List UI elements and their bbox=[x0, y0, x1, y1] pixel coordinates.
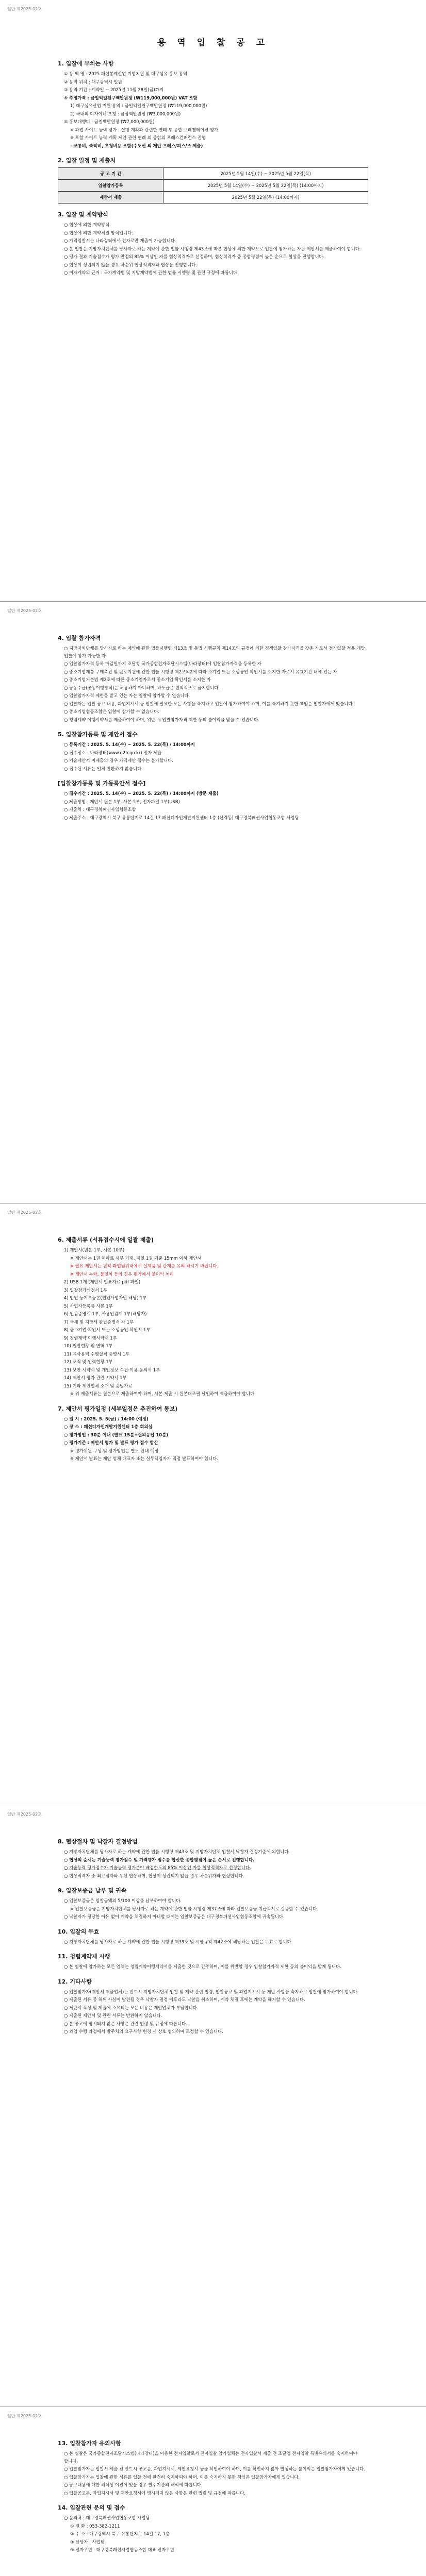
text-line: ③ 용역 기간 : 계약일 ~ 2025년 11월 28일(금)까지 bbox=[64, 87, 163, 92]
schedule-row-label: 제안서 제출 bbox=[58, 192, 163, 204]
schedule-row-value: 2025년 5월 14일(수) ~ 2025년 5월 22일(목) (14:00까지) bbox=[163, 180, 368, 192]
text-line: ○ 입찰참가자격 제한을 받고 있는 자는 입찰에 참가할 수 없습니다. bbox=[64, 693, 190, 698]
section-title: 1. 입찰에 부치는 사항 bbox=[58, 60, 114, 67]
section-title: 11. 청렴계약제 시행 bbox=[58, 1953, 110, 1960]
text-line: 2) USB 1개 (제안서 발표자료 pdf 파일) bbox=[64, 1279, 141, 1284]
page-header: 일반 제2025-02호 bbox=[7, 608, 42, 613]
text-line: ※ 입찰보증금은 지방자치단체를 당사자로 하는 계약에 관한 법률 시행령 제37조에 따라 입찰보증금 지급각서로 갈음할 수 있습니다. bbox=[70, 1906, 318, 1911]
page-header: 일반 제2025-02호 bbox=[7, 7, 42, 11]
section bbox=[58, 2503, 368, 2554]
text-line: ○ 등록기간 : 2025. 5. 14(수) ~ 2025. 5. 22(목) / 14:00까지 bbox=[64, 742, 195, 747]
page-header: 일반 제2025-02호 bbox=[7, 1812, 42, 1817]
section bbox=[58, 1235, 368, 1398]
text-line: 13) 보안 서약서 및 개인정보 수집·이용 동의서 1부 bbox=[64, 1367, 160, 1372]
text-line: ○ 중소기업기본법 제2조에 따른 중소기업자로서 중소기업 확인서를 소지한 자 bbox=[64, 677, 211, 682]
schedule-row bbox=[58, 192, 368, 204]
text-line: ○ 접수기간 : 2025. 5. 14(수) ~ 2025. 5. 22(목) / 14:00까지 (방문 제출) bbox=[64, 791, 219, 796]
text-line: ○ 지방자치단체를 당사자로 하는 계약에 관한 법률 시행령 제43조 및 지방자치단체 입찰시 낙찰자 결정기준에 의합니다. bbox=[64, 1849, 290, 1854]
text-line: ○ 제출주소 : 대구광역시 북구 유통단지로 14길 17 패션디자인개발지원센터 1층 (산격동) 대구경북패션사업협동조합 사업팀 bbox=[64, 815, 299, 820]
text-line: ○ 공고내용에 대한 해석상 이견이 있을 경우 발주기관의 해석에 따릅니다. bbox=[64, 2482, 203, 2487]
text-line: ○ 기술능력 평가점수가 기술능력 평가분야 배점한도의 85% 이상인 자를 협상적격자로 선정합니다. bbox=[64, 1865, 251, 1870]
text-line: ※ 위 제출서류는 원본으로 제출하여야 하며, 사본 제출 시 원본대조필 날인하여 제출하여야 합니다. bbox=[70, 1391, 256, 1396]
section-title: 5. 입찰참가등록 및 제안서 접수 bbox=[58, 731, 138, 738]
text-line: 4) 법인 등기부등본(법인사업자만 해당) 1부 bbox=[64, 1295, 147, 1300]
text-line: ① 전 화 : 053-382-1211 bbox=[70, 2523, 120, 2529]
section bbox=[58, 730, 368, 772]
text-line: 1) 제안서(원본 1부, 사본 10부) bbox=[64, 1247, 125, 1252]
text-line: 6) 인감증명서 1부, 사용인감계 1부(해당자) bbox=[64, 1311, 147, 1316]
text-line: ※ 제안서 누락, 불일치 등의 경우 평가에서 불이익 처리 bbox=[70, 1271, 174, 1277]
page-header: 일반 제2025-02호 bbox=[7, 2414, 42, 2418]
text-line: ○ 낙찰자가 정당한 이유 없이 계약을 체결하지 아니할 때에는 입찰보증금은 대구경북패션사업협동조합에 귀속됩니다. bbox=[64, 1914, 285, 1919]
text-line: ○ 본 입찰에 참가하는 모든 업체는 청렴계약이행서약서를 제출한 것으로 간주하며, 이를 위반할 경우 입찰참가자격 제한 등의 불이익을 받게 됩니다. bbox=[64, 1964, 341, 1969]
text-line: ② 주 소 : 대구광역시 북구 유통단지로 14길 17, 1층 bbox=[70, 2531, 170, 2536]
section-title: 2. 입찰 일정 및 제출처 bbox=[58, 157, 116, 164]
page-4 bbox=[0, 1805, 426, 2407]
section bbox=[58, 1977, 368, 2036]
text-line: ○ 입찰자는 입찰 공고 내용, 과업지시서 등 입찰에 필요한 모든 사항을 숙지하고 입찰에 참가하여야 하며, 이를 숙지하지 못한 책임은 입찰자에게 있습니다. bbox=[64, 701, 354, 706]
text-line: ○ 일 시 : 2025. 5. 5(금) / 14:00 (예정) bbox=[64, 1416, 149, 1421]
text-line: ○ 제안서 작성 및 제출에 소요되는 모든 비용은 제안업체가 부담합니다. bbox=[64, 2005, 199, 2010]
text-line: ○ 입찰참가자는 입찰서 제출 전 반드시 공고문, 과업지시서, 제안요청서 등을 확인하여야 하며, 이를 확인하지 않아 발생하는 불이익은 입찰참가자에게 있습니다. bbox=[64, 2466, 365, 2471]
text-line: ○ 입찰참가자(제안서 제출업체)는 반드시 지방자치단체 입찰 및 계약 관련 법령, 입찰공고 및 과업지시서 등 제반 사항을 숙지하고 입찰에 참가하여야 합니다. bbox=[64, 1989, 359, 1994]
section-title: 7. 제안서 평가일정 (세부일정은 추진하여 통보) bbox=[58, 1405, 178, 1412]
text-line: ○ 중소기업협동조합은 입찰에 참가할 수 없습니다. bbox=[64, 709, 160, 714]
text-line: ※ 필요 제안서는 원칙 과업범위내에서 실제품 및 관계를 유의 하시기 바랍니다. bbox=[70, 1263, 219, 1268]
text-line: ※ 제안서는 1권 이하로 세부 기재, 파일 1권 기준 15mm 이하 제안서 bbox=[70, 1255, 202, 1261]
text-line: 7) 국세 및 지방세 완납증명서 각 1부 bbox=[64, 1319, 134, 1325]
section bbox=[58, 1837, 368, 1879]
text-line: 5) 사업자등록증 사본 1부 bbox=[64, 1303, 113, 1309]
text-line: ○ 접수장소 : 나라장터(www.g2b.go.kr) 전자 제출 bbox=[64, 750, 162, 755]
text-line: ○ 이자계약의 근거 : 국가계약법 및 지방계약법에 관한 법률 시행령 및 관련 규정에 따릅니다. bbox=[64, 270, 239, 275]
text-line: ※ 포함 사이트 능력 계획 제안 관련 연례 의 종합의 프레스컨퍼런스 진행 bbox=[70, 135, 206, 140]
text-line: ※ 평가위원 구성 및 평가방법은 별도 안내 예정 bbox=[70, 1448, 159, 1453]
text-line: ○ 평가기준 : 제안서 평가 및 발표 평가 점수 합산 bbox=[64, 1440, 158, 1445]
schedule-row-value: 2025년 5월 14일(수) ~ 2025년 5월 22일(목) bbox=[163, 168, 368, 180]
page-2 bbox=[0, 602, 426, 1204]
text-line: ○ 제출방법 : 제안서 원본 1부, 사본 5부, 전자파일 1부(USB) bbox=[64, 799, 180, 804]
text-line: ○ 입찰참가자격 등록 마감일까지 조달청 국가종합전자조달시스템(나라장터)에 입찰참가자격을 등록한 자 bbox=[64, 661, 262, 666]
text-line: ○ 지방자치단체를 당사자로 하는 계약에 관한 법률시행령 제13조 및 동법 시행규칙 제14조의 규정에 의한 경쟁입찰 참가자격을 갖춘 자로서 전자입찰 적용 개방 입찰에 참가 가능한 자 bbox=[64, 646, 365, 658]
section bbox=[58, 1927, 368, 1946]
text-line: ○ 평가방법 : 30분 이내 (발표 15분+질의응답 10분) bbox=[64, 1432, 169, 1437]
section bbox=[58, 2439, 368, 2497]
text-line: ③ 담당자 : 사업팀 bbox=[70, 2539, 105, 2545]
text-line: ○ 제출된 서류 중 허위 사실이 발견될 경우 낙찰자 결정 이후라도 낙찰을 취소하며, 계약 체결 후에는 계약을 해지할 수 있습니다. bbox=[64, 1997, 305, 2002]
schedule-row-label: 공 고 기 간 bbox=[58, 168, 163, 180]
section bbox=[58, 59, 368, 149]
section-title: 13. 입찰참가자 유의사항 bbox=[58, 2440, 121, 2447]
text-line: 8) 중소기업 확인서 또는 소상공인 확인서 1부 bbox=[64, 1327, 151, 1332]
text-line: ○ 청렴계약 이행서약서를 제출하여야 하며, 위반 시 입찰참가자격 제한 등의 불이익을 받을 수 있습니다. bbox=[64, 717, 259, 722]
section bbox=[58, 634, 368, 723]
page-1 bbox=[0, 0, 426, 602]
section bbox=[58, 156, 368, 204]
text-line: ○ 접수된 서류는 일체 반환하지 않습니다. bbox=[64, 766, 143, 771]
section bbox=[58, 1886, 368, 1921]
text-line: ○ 협상이 성립되지 않을 경우 차순위 협상적격자와 협상을 진행합니다. bbox=[64, 262, 197, 267]
text-line: - 교통비, 숙박비, 초청비용 포함(수도권 외 제안 프레스/피스/조 제출) bbox=[70, 143, 203, 148]
text-line: ※ 과업 사이트 능력 평가 : 실행 계획과 관련한 연례 부 종합 프레젠테이션 평가 bbox=[70, 127, 219, 132]
text-line: 12) 조직 및 인력현황 1부 bbox=[64, 1359, 113, 1364]
text-line: 1) 대구섬유산업 지원 용역 : 금일억일천구백만원정 (₩119,000,000원) bbox=[70, 103, 207, 108]
text-line: 15) 기타 제안업체 소개 및 증빙자료 bbox=[64, 1383, 133, 1388]
schedule-row-label: 입찰참가등록 bbox=[58, 180, 163, 192]
schedule-row-value: 2025년 5월 22일(목) (14:00까지) bbox=[163, 192, 368, 204]
text-line: ⑤ 홍보대행비 : 금칠백만원정 (₩7,000,000원) bbox=[64, 119, 155, 124]
text-line: ○ 협상적격자 중 최고점자와 우선 협상하며, 협상이 성립되지 않을 경우 차순위자와 협상합니다. bbox=[64, 1873, 244, 1878]
text-line: ○ 본 입찰은 지방자치단체를 당사자로 하는 계약에 관한 법률 시행령 제43조에 따른 협상에 의한 계약으로 입찰에 참가하는 자는 제안서를 제출하여야 합니다. bbox=[64, 246, 361, 251]
text-line: ○ 입찰보증금은 입찰금액의 5/100 이상을 납부하여야 합니다. bbox=[64, 1898, 182, 1903]
text-line: 3) 입찰참가신청서 1부 bbox=[64, 1287, 107, 1293]
section bbox=[58, 779, 368, 821]
text-line: 9) 청렴계약 이행서약서 1부 bbox=[64, 1335, 117, 1341]
section-title: 8. 협상절차 및 낙찰자 결정방법 bbox=[58, 1838, 138, 1845]
schedule-row bbox=[58, 180, 368, 192]
section-title: 3. 입찰 및 계약방식 bbox=[58, 211, 108, 218]
section-title: 6. 제출서류 (서류접수시에 일괄 제출) bbox=[58, 1236, 154, 1243]
text-line: ○ 평가 결과 기술점수가 평가 만점의 85% 이상인 자를 협상적격자로 선정하며, 협상적격자 중 종합평점이 높은 순으로 협상을 진행합니다. bbox=[64, 254, 325, 259]
text-line: ○ 공동수급(공동이행방식)은 허용하지 아니하며, 하도급은 원칙적으로 금지합니다. bbox=[64, 685, 220, 690]
text-line: ○ 지방자치단체를 당사자로 하는 계약에 관한 법률 시행령 제39조 및 시행규칙 제42조에 해당하는 입찰은 무효로 합니다. bbox=[64, 1939, 293, 1944]
text-line: ○ 본 입찰은 국가종합전자조달시스템(나라장터)을 이용한 전자입찰로서 전자입찰 참가업체는 전자입찰서 제출 전 조달청 전자입찰 특별유의서를 숙지하여야 합니다. bbox=[64, 2451, 357, 2464]
text-line: ○ 협상의 순서는 기술능력 평가점수 및 가격평가 점수를 합산한 종합평점이 높은 순서로 진행합니다. bbox=[64, 1857, 255, 1862]
section-title: 10. 입찰의 무효 bbox=[58, 1928, 100, 1935]
section-title: [입찰참가등록 및 가등록안서 접수] bbox=[58, 780, 146, 787]
schedule-table bbox=[58, 167, 368, 204]
text-line: ○ 가격입찰서는 나라장터에서 전자로만 제출이 가능합니다. bbox=[64, 238, 176, 243]
text-line: ○ 입찰참가자는 입찰에 관한 서류를 입찰 전에 완전히 숙지하여야 하며, 이를 숙지하지 못한 책임은 입찰참가자에게 있습니다. bbox=[64, 2474, 300, 2480]
text-line: ○ 제출처 : 대구경북패션사업협동조합 bbox=[64, 807, 136, 812]
section-title: 12. 기타사항 bbox=[58, 1978, 92, 1985]
text-line: ○ 중소기업제품 구매촉진 및 판로지원에 관한 법률 시행령 제2조의2에 따라 소기업 또는 소상공인 확인서를 소지한 자로서 유효기간 내에 있는 자 bbox=[64, 669, 337, 674]
text-line: ○ 제출된 제안서 및 관련 서류는 반환하지 않습니다. bbox=[64, 2013, 162, 2018]
schedule-row bbox=[58, 168, 368, 180]
text-line: 10) 일반현황 및 연혁 1부 bbox=[64, 1343, 113, 1348]
text-line: ○ 과업 수행 과정에서 발주처의 요구사항 변경 시 상호 협의하여 조정할 수 있습니다. bbox=[64, 2029, 223, 2034]
section-title: 4. 입찰 참가자격 bbox=[58, 635, 101, 641]
text-line: ○ 장 소 : 패션디자인개발지원센터 1층 회의실 bbox=[64, 1424, 153, 1429]
text-line: ④ 전자우편 : 대구경북패션사업협동조합 대표 전자우편 bbox=[70, 2547, 174, 2552]
section-title: 14. 입찰관련 문의 및 접수 bbox=[58, 2504, 125, 2511]
text-line: ① 용 역 명 : 2025 패션봉제산업 기업지원 및 대구섬유 홍보 용역 bbox=[64, 71, 187, 76]
text-line: ④ 추정가격 : 금일억일천구백만원정 (₩119,000,000원) VAT 포함 bbox=[64, 95, 198, 100]
document-title: 용 역 입 찰 공 고 bbox=[157, 38, 269, 48]
section-title: 9. 입찰보증금 납부 및 귀속 bbox=[58, 1887, 127, 1894]
text-line: ※ 제안서 발표는 제안 업체 대표자 또는 실무책임자가 직접 발표하여야 합니다. bbox=[70, 1456, 219, 1461]
text-line: ○ 본 공고에 명시되지 않은 사항은 관련 법령 및 규정에 따릅니다. bbox=[64, 2021, 187, 2026]
text-line: ○ 협상에 의한 계약방식 bbox=[64, 222, 110, 227]
text-line: ○ 기술제안서 미제출의 경우 가격제안 접수는 불가합니다. bbox=[64, 758, 174, 763]
page-5 bbox=[0, 2407, 426, 2576]
text-line: 14) 제안서 평가 관련 서약서 1부 bbox=[64, 1375, 127, 1380]
section bbox=[58, 1952, 368, 1971]
text-line: ○ 협상에 의한 계약체결 방식입니다. bbox=[64, 230, 133, 235]
page-3 bbox=[0, 1204, 426, 1805]
page-header: 일반 제2025-02호 bbox=[7, 1210, 42, 1215]
section bbox=[58, 1404, 368, 1463]
text-line: 11) 유사용역 수행실적 증명서 1부 bbox=[64, 1351, 129, 1357]
text-line: ② 용역 위치 : 대구광역시 일원 bbox=[64, 79, 122, 84]
section bbox=[58, 210, 368, 277]
text-line: 2) 국내외 디자이너 초청 : 금삼백만원정 (₩3,000,000원) bbox=[70, 111, 181, 116]
text-line: ○ 문의처 : 대구경북패션사업협동조합 사업팀 bbox=[64, 2515, 150, 2520]
text-line: ○ 입찰공고문, 과업지시서 및 제안요청서에 명시되지 않은 사항은 관련 법령 및 규정에 따릅니다. bbox=[64, 2490, 246, 2496]
